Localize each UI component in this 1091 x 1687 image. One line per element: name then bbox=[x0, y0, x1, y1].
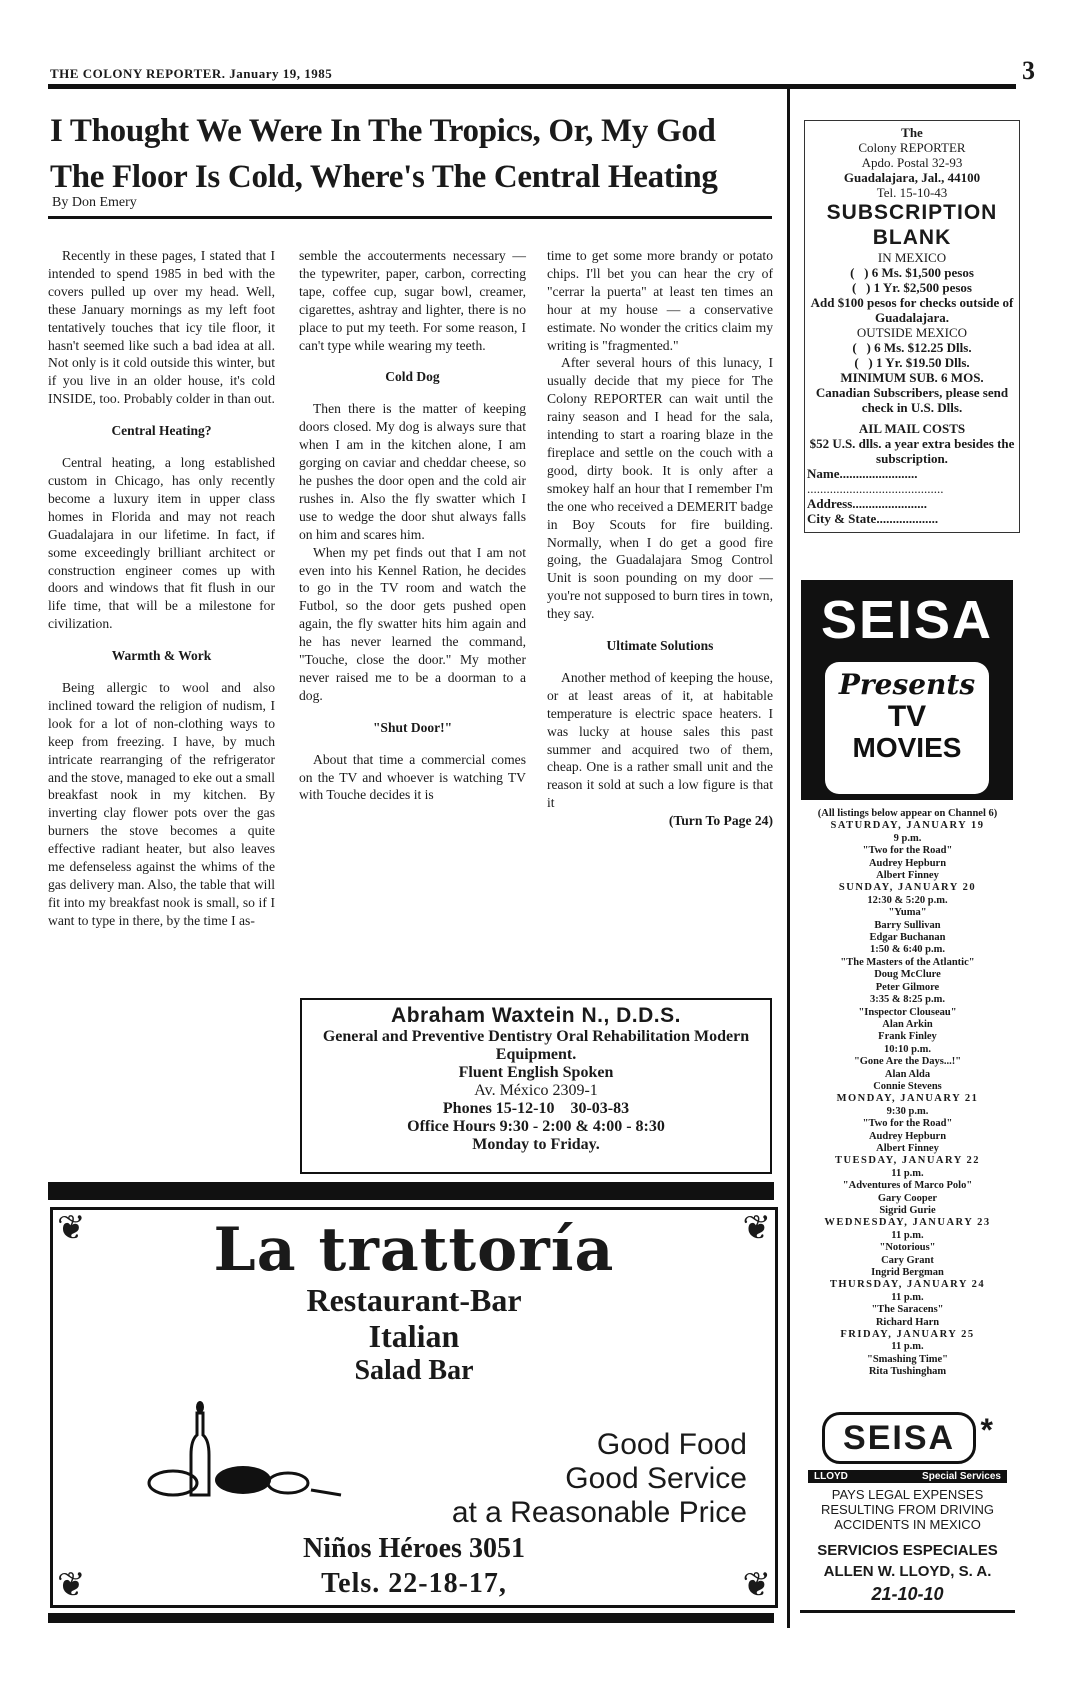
listing-cast: Alan Arkin bbox=[882, 1018, 933, 1030]
listing-title: "The Saracens" bbox=[871, 1304, 944, 1316]
sub-address-label: Address bbox=[807, 496, 853, 511]
tv-listing bbox=[800, 1279, 1015, 1329]
trattoria-phones: Tels. 22-18-17, bbox=[321, 1568, 507, 1599]
listing-title: "Inspector Clouseau" bbox=[858, 1006, 957, 1018]
listing-cast: Albert Finney bbox=[876, 870, 939, 882]
sub-option-out-1y[interactable]: ( ) 1 Yr. $19.50 Dlls. bbox=[854, 355, 970, 370]
listing-day: SATURDAY, JANUARY 19 bbox=[830, 820, 985, 832]
dentist-services: General and Preventive Dentistry Oral Rehabilitation Modern Equipment. bbox=[322, 1028, 750, 1063]
listing-cast: Edgar Buchanan bbox=[869, 932, 946, 944]
dentist-phones: Phones 15-12-10 30-03-83 bbox=[442, 1100, 630, 1117]
sub-paper: Colony REPORTER bbox=[858, 140, 966, 155]
listing-cast: Ingrid Bergman bbox=[871, 1267, 944, 1279]
seisa-line-5: ALLEN W. LLOYD, S. A. bbox=[823, 1563, 992, 1580]
tv-listing bbox=[800, 1217, 1015, 1279]
trattoria-line-3: Salad Bar bbox=[354, 1355, 474, 1386]
sub-citystate-label: City & State bbox=[807, 511, 877, 526]
paragraph: time to get some more brandy or potato chips. I'll bet you can hear the cry of "cerrar la puerta" at least ten times an hour at my house — a conservative estimate. No wonder the critics claim my writing is "fragmented." bbox=[547, 248, 773, 353]
sub-outside: OUTSIDE MEXICO bbox=[856, 325, 968, 340]
masthead-title: THE COLONY REPORTER. January 19, 1985 bbox=[50, 66, 333, 81]
tv-listing bbox=[800, 1044, 1015, 1094]
right-bottom-rule bbox=[800, 1610, 1015, 1613]
seisa-brand: SEISA bbox=[822, 1412, 976, 1464]
seisa-lloyd-ad bbox=[800, 1412, 1015, 1606]
listing-time: 11 p.m. bbox=[891, 1291, 924, 1303]
article-column-3 bbox=[547, 247, 773, 830]
sub-name-field[interactable]: Name........................ bbox=[807, 466, 918, 481]
listing-day: MONDAY, JANUARY 21 bbox=[836, 1093, 979, 1105]
sub-minimum: MINIMUM SUB. 6 MOS. bbox=[840, 370, 984, 385]
subhead: Warmth & Work bbox=[111, 648, 212, 664]
divider-bar bbox=[48, 1182, 774, 1200]
listing-time: 9:30 p.m. bbox=[886, 1105, 929, 1117]
listing-cast: Alan Alda bbox=[884, 1068, 931, 1080]
listing-day: TUESDAY, JANUARY 22 bbox=[834, 1155, 981, 1167]
listing-title: "Notorious" bbox=[879, 1242, 936, 1254]
trattoria-reasonable-price: at a Reasonable Price bbox=[451, 1496, 747, 1529]
trattoria-line-1: Restaurant-Bar bbox=[306, 1282, 522, 1318]
ornament-icon: ❦ bbox=[57, 1567, 86, 1604]
sub-tel: Tel. 15-10-43 bbox=[876, 185, 948, 200]
listing-cast: Sigrid Gurie bbox=[879, 1205, 936, 1216]
listing-time: 11 p.m. bbox=[891, 1167, 924, 1179]
listing-cast: Gary Cooper bbox=[877, 1192, 938, 1204]
trattoria-good-service: Good Service bbox=[565, 1462, 747, 1495]
subscription-blank bbox=[804, 120, 1020, 533]
seisa-line-2: RESULTING FROM DRIVING bbox=[820, 1502, 995, 1517]
services-label: Special Services bbox=[922, 1471, 1001, 1482]
listing-time: 9 p.m. bbox=[893, 832, 922, 844]
sub-city-field[interactable]: City & State................... bbox=[807, 511, 939, 526]
paragraph: Being allergic to wool and also inclined toward the religion of nudism, I look for a lot of non-clothing ways to keep from freezing. I have, by much intricate rearranging of the refrigerator and the stove, managed to eke out a small breakfast nook in my kitchen. By inverting clay flower pots over the gas burners the stove becomes a quite effective radiant heater, but also leaves me defenseless against the whims of the gas delivery man. Also, the table that will fit into my breakfast nook is small, so if I want to type in there, by the time I as- bbox=[48, 680, 275, 928]
sub-apdo: Apdo. Postal 32-93 bbox=[861, 155, 963, 170]
headline bbox=[50, 108, 750, 200]
column-divider bbox=[787, 88, 790, 1628]
listing-time: 3:35 & 8:25 p.m. bbox=[870, 994, 945, 1006]
sub-in-mexico: IN MEXICO bbox=[877, 250, 947, 265]
sub-option-out-6m[interactable]: ( ) 6 Ms. $12.25 Dlls. bbox=[852, 340, 972, 355]
tv-text: TV bbox=[887, 700, 927, 733]
tv-screen bbox=[825, 662, 989, 794]
masthead-rule bbox=[48, 84, 1016, 89]
ornament-icon: ❦ bbox=[742, 1567, 771, 1604]
sub-dots: .......................................... bbox=[807, 481, 944, 496]
tv-listing bbox=[800, 994, 1015, 1044]
paragraph: Another method of keeping the house, or at least areas of it, at habitable temperature is electric space heaters. I was lucky at house sales this past summer and acquired two of them, cheap. One is a rather small unit and the reason it sold at such a low figure is that it bbox=[547, 669, 773, 811]
paragraph: When my pet finds out that I am not even into his Kennel Ration, he decides to go in the TV room and watch the Futbol, so the door gets pushed open again, the fly swatter hits him again and he has never learned the command, "Touche, close the door." My mother never raised me to be a doorman to a dog. bbox=[299, 544, 526, 703]
sub-canadian: Canadian Subscribers, please send check in U.S. Dlls. bbox=[815, 385, 1009, 415]
listing-time: 11 p.m. bbox=[891, 1341, 924, 1353]
paragraph: semble the accouterments necessary — the typewriter, paper, carbon, correcting tape, coffee cup, sugar bowl, creamer, cigarettes, ashtray and lighter, there is no place to put my teeth. For some reason, I can't type while wearing my teeth. bbox=[299, 248, 526, 353]
sub-title: SUBSCRIPTION bbox=[826, 201, 998, 224]
listing-cast: Albert Finney bbox=[876, 1142, 939, 1154]
sub-option-6m[interactable]: ( ) 6 Ms. $1,500 pesos bbox=[850, 265, 974, 280]
listing-title: "Yuma" bbox=[888, 907, 927, 919]
listing-day: WEDNESDAY, JANUARY 23 bbox=[824, 1217, 991, 1229]
dentist-address: Av. México 2309-1 bbox=[474, 1082, 598, 1099]
tv-listing bbox=[800, 820, 1015, 882]
movies-text: MOVIES bbox=[852, 732, 962, 763]
headline-line-2: The Floor Is Cold, Where's The Central Heating bbox=[50, 159, 718, 195]
star-icon: * bbox=[980, 1412, 993, 1448]
sub-city: Guadalajara, Jal., 44100 bbox=[843, 170, 981, 185]
tv-listing bbox=[800, 944, 1015, 994]
listing-title: "Gone Are the Days...!" bbox=[853, 1056, 962, 1068]
listings-note: (All listings below appear on Channel 6) bbox=[817, 808, 998, 819]
headline-line-1: I Thought We Were In The Tropics, Or, My God bbox=[50, 113, 716, 149]
headline-rule bbox=[48, 216, 772, 219]
seisa-line-3: ACCIDENTS IN MEXICO bbox=[834, 1517, 981, 1532]
listing-title: "The Masters of the Atlantic" bbox=[840, 956, 975, 968]
sub-address-field[interactable]: Address....................... bbox=[807, 496, 928, 511]
ornament-icon: ❦ bbox=[57, 1210, 86, 1247]
listing-day: FRIDAY, JANUARY 25 bbox=[840, 1329, 975, 1341]
subhead: Central Heating? bbox=[111, 423, 212, 439]
listing-title: "Adventures of Marco Polo" bbox=[842, 1180, 973, 1192]
tv-listing bbox=[800, 882, 1015, 944]
sub-air: AIL MAIL COSTS bbox=[858, 421, 966, 436]
seisa-line-1: PAYS LEGAL EXPENSES bbox=[831, 1487, 984, 1502]
listing-cast: Audrey Hepburn bbox=[868, 1130, 947, 1142]
seisa-logo-2 bbox=[800, 1412, 1015, 1468]
listing-title: "Two for the Road" bbox=[862, 1118, 953, 1130]
sub-title-2: BLANK bbox=[872, 226, 952, 249]
subhead: Cold Dog bbox=[385, 369, 440, 385]
listing-cast: Barry Sullivan bbox=[874, 919, 941, 931]
listing-cast: Frank Finley bbox=[878, 1031, 937, 1043]
lloyd-bar bbox=[808, 1470, 1007, 1483]
tv-listing bbox=[800, 1093, 1015, 1155]
listing-time: 1:50 & 6:40 p.m. bbox=[870, 944, 945, 956]
listings-schedule bbox=[800, 820, 1015, 1378]
bottom-bar bbox=[48, 1613, 774, 1623]
dentist-days: Monday to Friday. bbox=[472, 1136, 600, 1153]
listing-cast: Richard Harn bbox=[875, 1316, 940, 1328]
subhead: "Shut Door!" bbox=[372, 719, 453, 735]
article-column-2 bbox=[299, 247, 526, 804]
page-number: 3 bbox=[1022, 56, 1035, 85]
listing-time: 12:30 & 5:20 p.m. bbox=[867, 894, 948, 906]
sub-name-label: Name bbox=[807, 466, 840, 481]
sub-option-1y[interactable]: ( ) 1 Yr. $2,500 pesos bbox=[851, 280, 972, 295]
paragraph: Recently in these pages, I stated that I intended to spend 1985 in bed with the covers pulled up over my head. Well, these January mornings as my left foot tentatively touches that icy tile floor, it hasn't seemed like such a bad idea at all. Not only is it cold outside this winter, but if you live in an older house, it's cold INSIDE, too. Probably colder in than out. bbox=[48, 248, 275, 407]
listing-cast: Audrey Hepburn bbox=[868, 857, 947, 869]
tv-listing bbox=[800, 1155, 1015, 1217]
dentist-english: Fluent English Spoken bbox=[458, 1064, 614, 1081]
trattoria-line-2: Italian bbox=[368, 1318, 460, 1354]
tv-listing bbox=[800, 1329, 1015, 1379]
trattoria-ad bbox=[50, 1207, 778, 1608]
tv-movies-ad bbox=[801, 580, 1013, 800]
presents-text: Presents bbox=[838, 668, 976, 701]
turn-to-page: (Turn To Page 24) bbox=[668, 813, 773, 829]
sub-add: Add $100 pesos for checks outside of Guadalajara. bbox=[810, 295, 1014, 325]
listing-cast: Connie Stevens bbox=[873, 1080, 942, 1092]
byline: By Don Emery bbox=[52, 195, 137, 210]
subhead: Ultimate Solutions bbox=[606, 638, 714, 654]
sub-the: The bbox=[901, 125, 923, 140]
listing-day: SUNDAY, JANUARY 20 bbox=[838, 882, 977, 894]
listing-time: 11 p.m. bbox=[891, 1229, 924, 1241]
trattoria-good-food: Good Food bbox=[596, 1428, 747, 1461]
dentist-ad bbox=[300, 998, 772, 1174]
article-column-1 bbox=[48, 247, 275, 930]
trattoria-name: La trattoría bbox=[213, 1215, 615, 1285]
tv-listings bbox=[800, 808, 1015, 1379]
seisa-phone: 21-10-10 bbox=[871, 1584, 944, 1604]
sub-extra: $52 U.S. dlls. a year extra besides the subscription. bbox=[809, 436, 1015, 466]
listing-cast: Peter Gilmore bbox=[875, 981, 940, 993]
wine-bottle-food-icon bbox=[143, 1395, 343, 1505]
seisa-logo: SEISA bbox=[820, 590, 994, 650]
trattoria-address: Niños Héroes 3051 bbox=[303, 1533, 525, 1564]
listing-cast: Cary Grant bbox=[881, 1254, 934, 1266]
paragraph: About that time a commercial comes on the TV and whoever is watching TV with Touche decides it is bbox=[299, 751, 526, 803]
dentist-hours: Office Hours 9:30 - 2:00 & 4:00 - 8:30 bbox=[407, 1118, 665, 1135]
dentist-name: Abraham Waxtein N., D.D.S. bbox=[391, 1004, 681, 1027]
listing-time: 10:10 p.m. bbox=[884, 1043, 931, 1055]
listing-title: "Two for the Road" bbox=[862, 845, 953, 857]
lloyd-label: LLOYD bbox=[814, 1471, 848, 1482]
seisa-line-4: SERVICIOS ESPECIALES bbox=[817, 1542, 998, 1559]
ornament-icon: ❦ bbox=[742, 1210, 771, 1247]
listing-day: THURSDAY, JANUARY 24 bbox=[829, 1279, 986, 1291]
paragraph: After several hours of this lunacy, I usually decide that my piece for The Colony REPORTER can wait until the rainy season and I head for the sala, intending to start a roaring blaze in the fireplace and settle on the couch with a good, dirty book. It is only after a smokey half an hour that I remember I'm the one who received a DEMERIT badge in Boy Scouts for fire building. Normally, when I do get a good fire going, the Guadalajara Smog Control Unit is soon pounding on my door — you're not supposed to burn tires in town, they say. bbox=[547, 355, 773, 622]
listing-cast: Doug McClure bbox=[874, 969, 941, 981]
listing-cast: Rita Tushingham bbox=[868, 1366, 947, 1378]
paragraph: Central heating, a long established custom in Chicago, has only recently become a luxury item in upper class homes in Florida and may not reach Guadalajara in our lifetime. In fact, if some exceedingly brilliant architect or construction engineer comes up with doors and windows that fit flush in our life time, that will be a milestone for civilization. bbox=[48, 455, 275, 632]
paragraph: Then there is the matter of keeping doors closed. My dog is always sure that when I am in the kitchen alone, I am gorging on caviar and cheddar cheese, so he pushes the door open and the cold air rushes in. Also the fly swatter which I use to wedge the door shut always falls on him and scares him. bbox=[299, 401, 526, 542]
listing-title: "Smashing Time" bbox=[866, 1353, 948, 1365]
